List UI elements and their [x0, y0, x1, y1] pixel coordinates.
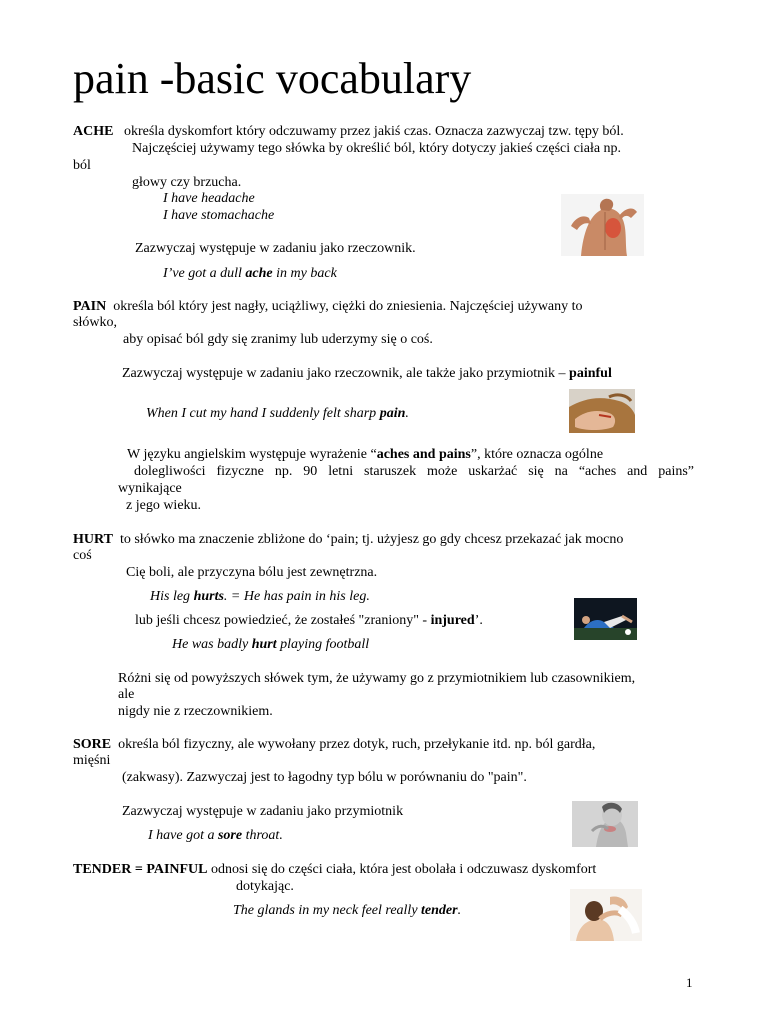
ache-example-1: I have headache: [163, 191, 255, 206]
tender-def-1: odnosi się do części ciała, która jest obolała i odczuwasz dyskomfort: [211, 862, 597, 877]
ache-term: ACHE: [73, 124, 114, 139]
hurt-def-1: to słówko ma znaczenie zbliżone do ‘pain; tj. użyjesz go gdy chcesz przekazać jak mocno: [119, 532, 624, 547]
sore-def-1: określa ból fizyczny, ale wywołany przez dotyk, ruch, przełykanie itd. np. ból gardła,: [118, 737, 596, 752]
hurt-definition-line-1: [73, 531, 623, 548]
pain-expression-1: W języku angielskim występuje wyrażenie “aches and pains”, które oznacza ogólne: [127, 447, 604, 462]
pain-usage: Zazwyczaj występuje w zadaniu jako rzeczownik, ale także jako przymiotnik – painful: [122, 366, 612, 381]
ache-example-3: I’ve got a dull ache in my back: [163, 266, 337, 281]
hurt-example-1: His leg hurts. = He has pain in his leg.: [150, 589, 370, 604]
football-injury-photo: [574, 598, 637, 640]
ache-def-2: Najczęściej używamy tego słówka by określić ból, który dotyczy jakieś części ciała np.: [132, 141, 622, 156]
sore-def-2: (zakwasy). Zazwyczaj jest to łagodny typ bólu w porównaniu do "pain".: [122, 770, 527, 785]
hurt-difference-1: Różni się od powyższych słówek tym, że używamy go z przymiotnikiem lub czasownikiem,: [118, 671, 636, 686]
sore-throat-photo: [572, 801, 638, 847]
cut-hand-photo: [569, 389, 635, 433]
pain-expression-2b: wynikające: [118, 481, 182, 496]
ache-def-1: określa dyskomfort który odczuwamy przez jakiś czas. Oznacza zazwyczaj tzw. tępy ból.: [123, 124, 624, 139]
neck-massage-photo: [570, 889, 642, 941]
ache-def-3: głowy czy brzucha.: [132, 175, 242, 190]
sore-term: SORE: [73, 737, 112, 752]
hurt-difference-2: nigdy nie z rzeczownikiem.: [118, 704, 273, 719]
hurt-def-2: Cię boli, ale przyczyna bólu jest zewnętrzna.: [126, 565, 378, 580]
sore-usage: Zazwyczaj występuje w zadaniu jako przymiotnik: [122, 804, 404, 819]
ache-def-2b: ból: [73, 158, 91, 173]
sore-def-1b: mięśni: [73, 753, 111, 768]
pain-def-2: aby opisać ból gdy się zranimy lub uderzymy się o coś.: [123, 332, 433, 347]
tender-term: TENDER = PAINFUL: [73, 862, 208, 877]
pain-expression-3: z jego wieku.: [126, 498, 202, 513]
pain-def-1: określa ból który jest nagły, uciążliwy, ciężki do zniesienia. Najczęściej używany to: [113, 299, 583, 314]
hurt-difference-1b: ale: [118, 687, 135, 702]
tender-example: The glands in my neck feel really tender.: [233, 903, 462, 918]
pain-def-1b: słówko,: [73, 315, 117, 330]
pain-term: PAIN: [73, 299, 107, 314]
page-number: 1: [686, 975, 693, 990]
ache-example-2: I have stomachache: [163, 208, 275, 223]
sore-example: I have got a sore throat.: [148, 828, 283, 843]
ache-usage: Zazwyczaj występuje w zadaniu jako rzeczownik.: [135, 241, 416, 256]
hurt-term: HURT: [73, 532, 113, 547]
ache-definition-line-1: [73, 123, 624, 140]
hurt-example-2: He was badly hurt playing football: [172, 637, 370, 652]
tender-def-2: dotykając.: [236, 879, 294, 894]
back-pain-photo: [561, 194, 644, 256]
hurt-def-1b: coś: [73, 548, 92, 563]
hurt-alternative: lub jeśli chcesz powiedzieć, że zostałeś "zraniony" - injured’.: [135, 613, 483, 628]
page-title: pain -basic vocabulary: [73, 54, 472, 103]
pain-expression-2: dolegliwości fizyczne np. 90 letni staruszek może uskarżać się na “aches and pains”: [134, 464, 694, 479]
tender-definition-line-1: [73, 861, 596, 878]
pain-example: When I cut my hand I suddenly felt sharp pain.: [146, 406, 409, 421]
sore-definition-line-1: [73, 736, 595, 753]
pain-definition-line-1: [73, 298, 583, 315]
